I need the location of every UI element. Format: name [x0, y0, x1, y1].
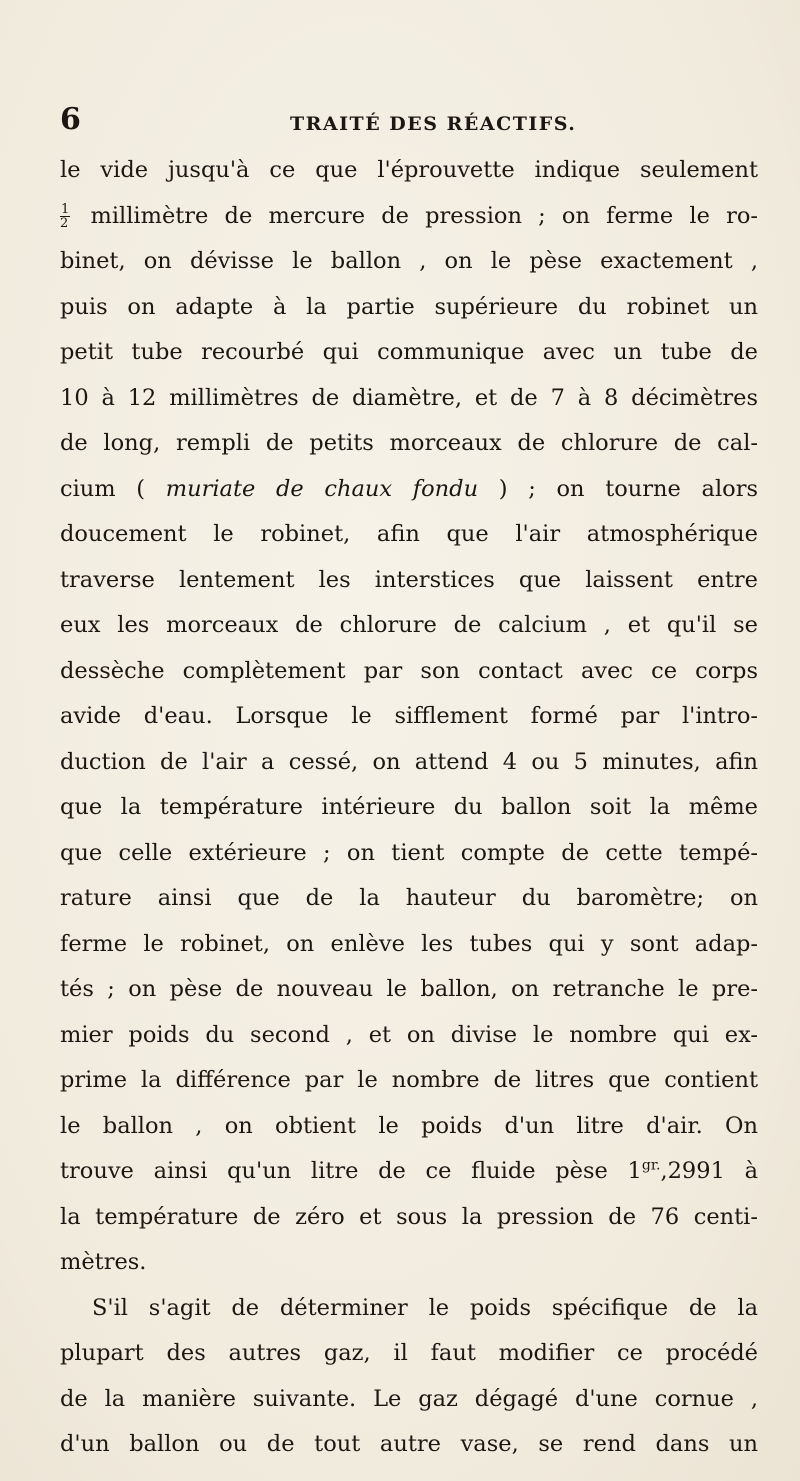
text-line: mètres.: [60, 1249, 147, 1275]
text-line: le ballon , on obtient le poids d'un litre d'air. On: [60, 1112, 758, 1139]
text-line: rature ainsi que de la hauteur du baromètre; on: [60, 885, 758, 911]
text-line: doucement le robinet, afin que l'air atmosphérique: [60, 521, 758, 547]
text-line: duction de l'air a cessé, on attend 4 ou 5 minutes, afin: [60, 748, 758, 775]
text-line: dessèche complètement par son contact avec ce corps: [60, 657, 758, 684]
running-title: TRAITÉ DES RÉACTIFS.: [290, 113, 577, 135]
text-line: 10 à 12 millimètres de diamètre, et de 7 à 8 décimètres: [60, 384, 758, 411]
fraction-numerator: 1: [61, 202, 70, 217]
text-line: avide d'eau. Lorsque le sifflement formé par l'intro-: [60, 703, 758, 729]
body-text: [60, 148, 758, 1468]
superscript-unit: gr.: [641, 1157, 661, 1174]
text-line: [60, 467, 758, 513]
text-line: [60, 1149, 758, 1195]
text-line: que celle extérieure ; on tient compte de cette tempé-: [60, 839, 758, 866]
fraction: [60, 203, 70, 230]
text-line: tés ; on pèse de nouveau le ballon, on retranche le pre-: [60, 976, 758, 1002]
text-line: binet, on dévisse le ballon , on le pèse exactement ,: [60, 248, 758, 274]
text-line: prime la différence par le nombre de litres que contient: [60, 1067, 758, 1093]
text-segment: ,2991 à: [660, 1158, 758, 1184]
text-line: S'il s'agit de déterminer le poids spécifique de la: [92, 1294, 758, 1321]
page-header: [60, 100, 760, 140]
text-line: le vide jusqu'à ce que l'éprouvette indique seulement: [60, 157, 758, 183]
text-line: eux les morceaux de chlorure de calcium , et qu'il se: [60, 612, 758, 638]
text-line: petit tube recourbé qui communique avec un tube de: [60, 339, 758, 365]
text-line: que la température intérieure du ballon soit la même: [60, 794, 758, 820]
text-line: ferme le robinet, on enlève les tubes qui y sont adap-: [60, 930, 758, 957]
italic-term: muriate de chaux fondu: [165, 475, 479, 502]
text-line: la température de zéro et sous la pression de 76 centi-: [60, 1203, 758, 1230]
fraction-denominator: 2: [60, 216, 69, 231]
text-segment: trouve ainsi qu'un litre de ce fluide pèse 1: [60, 1158, 642, 1184]
text-line: traverse lentement les interstices que laissent entre: [60, 566, 758, 593]
text-segment: millimètre de mercure de pression ; on ferme le ro-: [90, 202, 758, 229]
text-segment: cium (: [60, 475, 146, 502]
text-line: d'un ballon ou de tout autre vase, se rend dans un: [60, 1431, 758, 1457]
text-line: puis on adapte à la partie supérieure du robinet un: [60, 293, 758, 320]
text-line: mier poids du second , et on divise le nombre qui ex-: [60, 1021, 758, 1048]
text-line: plupart des autres gaz, il faut modifier ce procédé: [60, 1340, 758, 1366]
text-line: de la manière suivante. Le gaz dégagé d'une cornue ,: [60, 1385, 758, 1412]
page-number: 6: [60, 102, 81, 137]
text-line: [60, 194, 758, 240]
text-line: de long, rempli de petits morceaux de chlorure de cal-: [60, 430, 758, 456]
text-segment: ) ; on tourne alors: [498, 475, 758, 502]
